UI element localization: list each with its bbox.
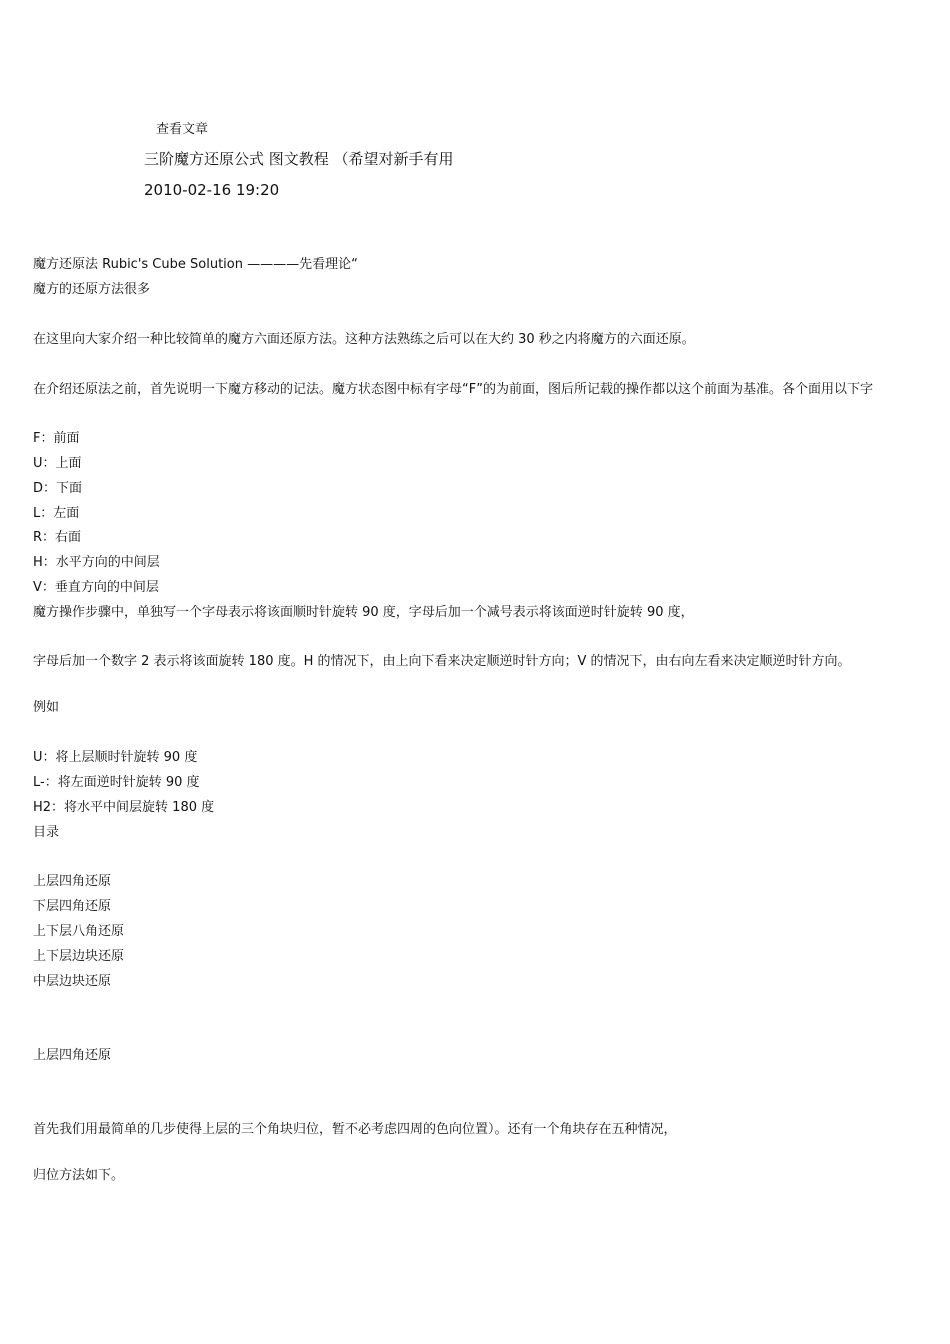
heading-line: 魔方还原法 Rubic's Cube Solution ————先看理论“ bbox=[33, 257, 358, 272]
example-item: H2：将水平中间层旋转 180 度 bbox=[33, 800, 215, 815]
example-label: 例如 bbox=[33, 700, 60, 715]
section-title: 上层四角还原 bbox=[33, 1048, 112, 1063]
toc-item: 上层四角还原 bbox=[33, 874, 112, 889]
article-date: 2010-02-16 19:20 bbox=[144, 181, 280, 199]
rule-paragraph: 魔方操作步骤中，单独写一个字母表示将该面顺时针旋转 90 度，字母后加一个减号表示将该面逆时针旋转 90 度， bbox=[33, 605, 694, 620]
example-item: U：将上层顺时针旋转 90 度 bbox=[33, 750, 198, 765]
notation-item: V：垂直方向的中间层 bbox=[33, 580, 159, 595]
notation-item: L：左面 bbox=[33, 506, 80, 521]
toc-label: 目录 bbox=[33, 825, 60, 840]
toc-item: 下层四角还原 bbox=[33, 899, 112, 914]
notation-item: D：下面 bbox=[33, 481, 83, 496]
intro-paragraph: 魔方的还原方法很多 bbox=[33, 282, 151, 297]
article-title: 三阶魔方还原公式 图文教程 （希望对新手有用 bbox=[144, 150, 454, 168]
notation-item: H：水平方向的中间层 bbox=[33, 555, 160, 570]
intro-paragraph: 在这里向大家介绍一种比较简单的魔方六面还原方法。这种方法熟练之后可以在大约 30 秒之内将魔方的六面还原。 bbox=[33, 332, 695, 347]
section-paragraph: 首先我们用最简单的几步使得上层的三个角块归位，暂不必考虑四周的色向位置）。还有一个角块存在五种情况， bbox=[33, 1122, 677, 1137]
toc-item: 上下层八角还原 bbox=[33, 924, 125, 939]
notation-item: R：右面 bbox=[33, 530, 82, 545]
toc-item: 中层边块还原 bbox=[33, 974, 112, 989]
notation-item: U：上面 bbox=[33, 456, 82, 471]
rule-paragraph: 字母后加一个数字 2 表示将该面旋转 180 度。H 的情况下，由上向下看来决定顺逆时针方向；V 的情况下，由右向左看来决定顺逆时针方向。 bbox=[33, 654, 851, 669]
toc-item: 上下层边块还原 bbox=[33, 949, 125, 964]
view-article-link[interactable]: 查看文章 bbox=[156, 122, 209, 137]
notation-item: F：前面 bbox=[33, 431, 80, 446]
section-paragraph: 归位方法如下。 bbox=[33, 1168, 125, 1183]
example-item: L-：将左面逆时针旋转 90 度 bbox=[33, 775, 200, 790]
intro-paragraph: 在介绍还原法之前，首先说明一下魔方移动的记法。魔方状态图中标有字母“F”的为前面，图后所记载的操作都以这个前面为基准。各个面用以下字 bbox=[33, 382, 873, 397]
